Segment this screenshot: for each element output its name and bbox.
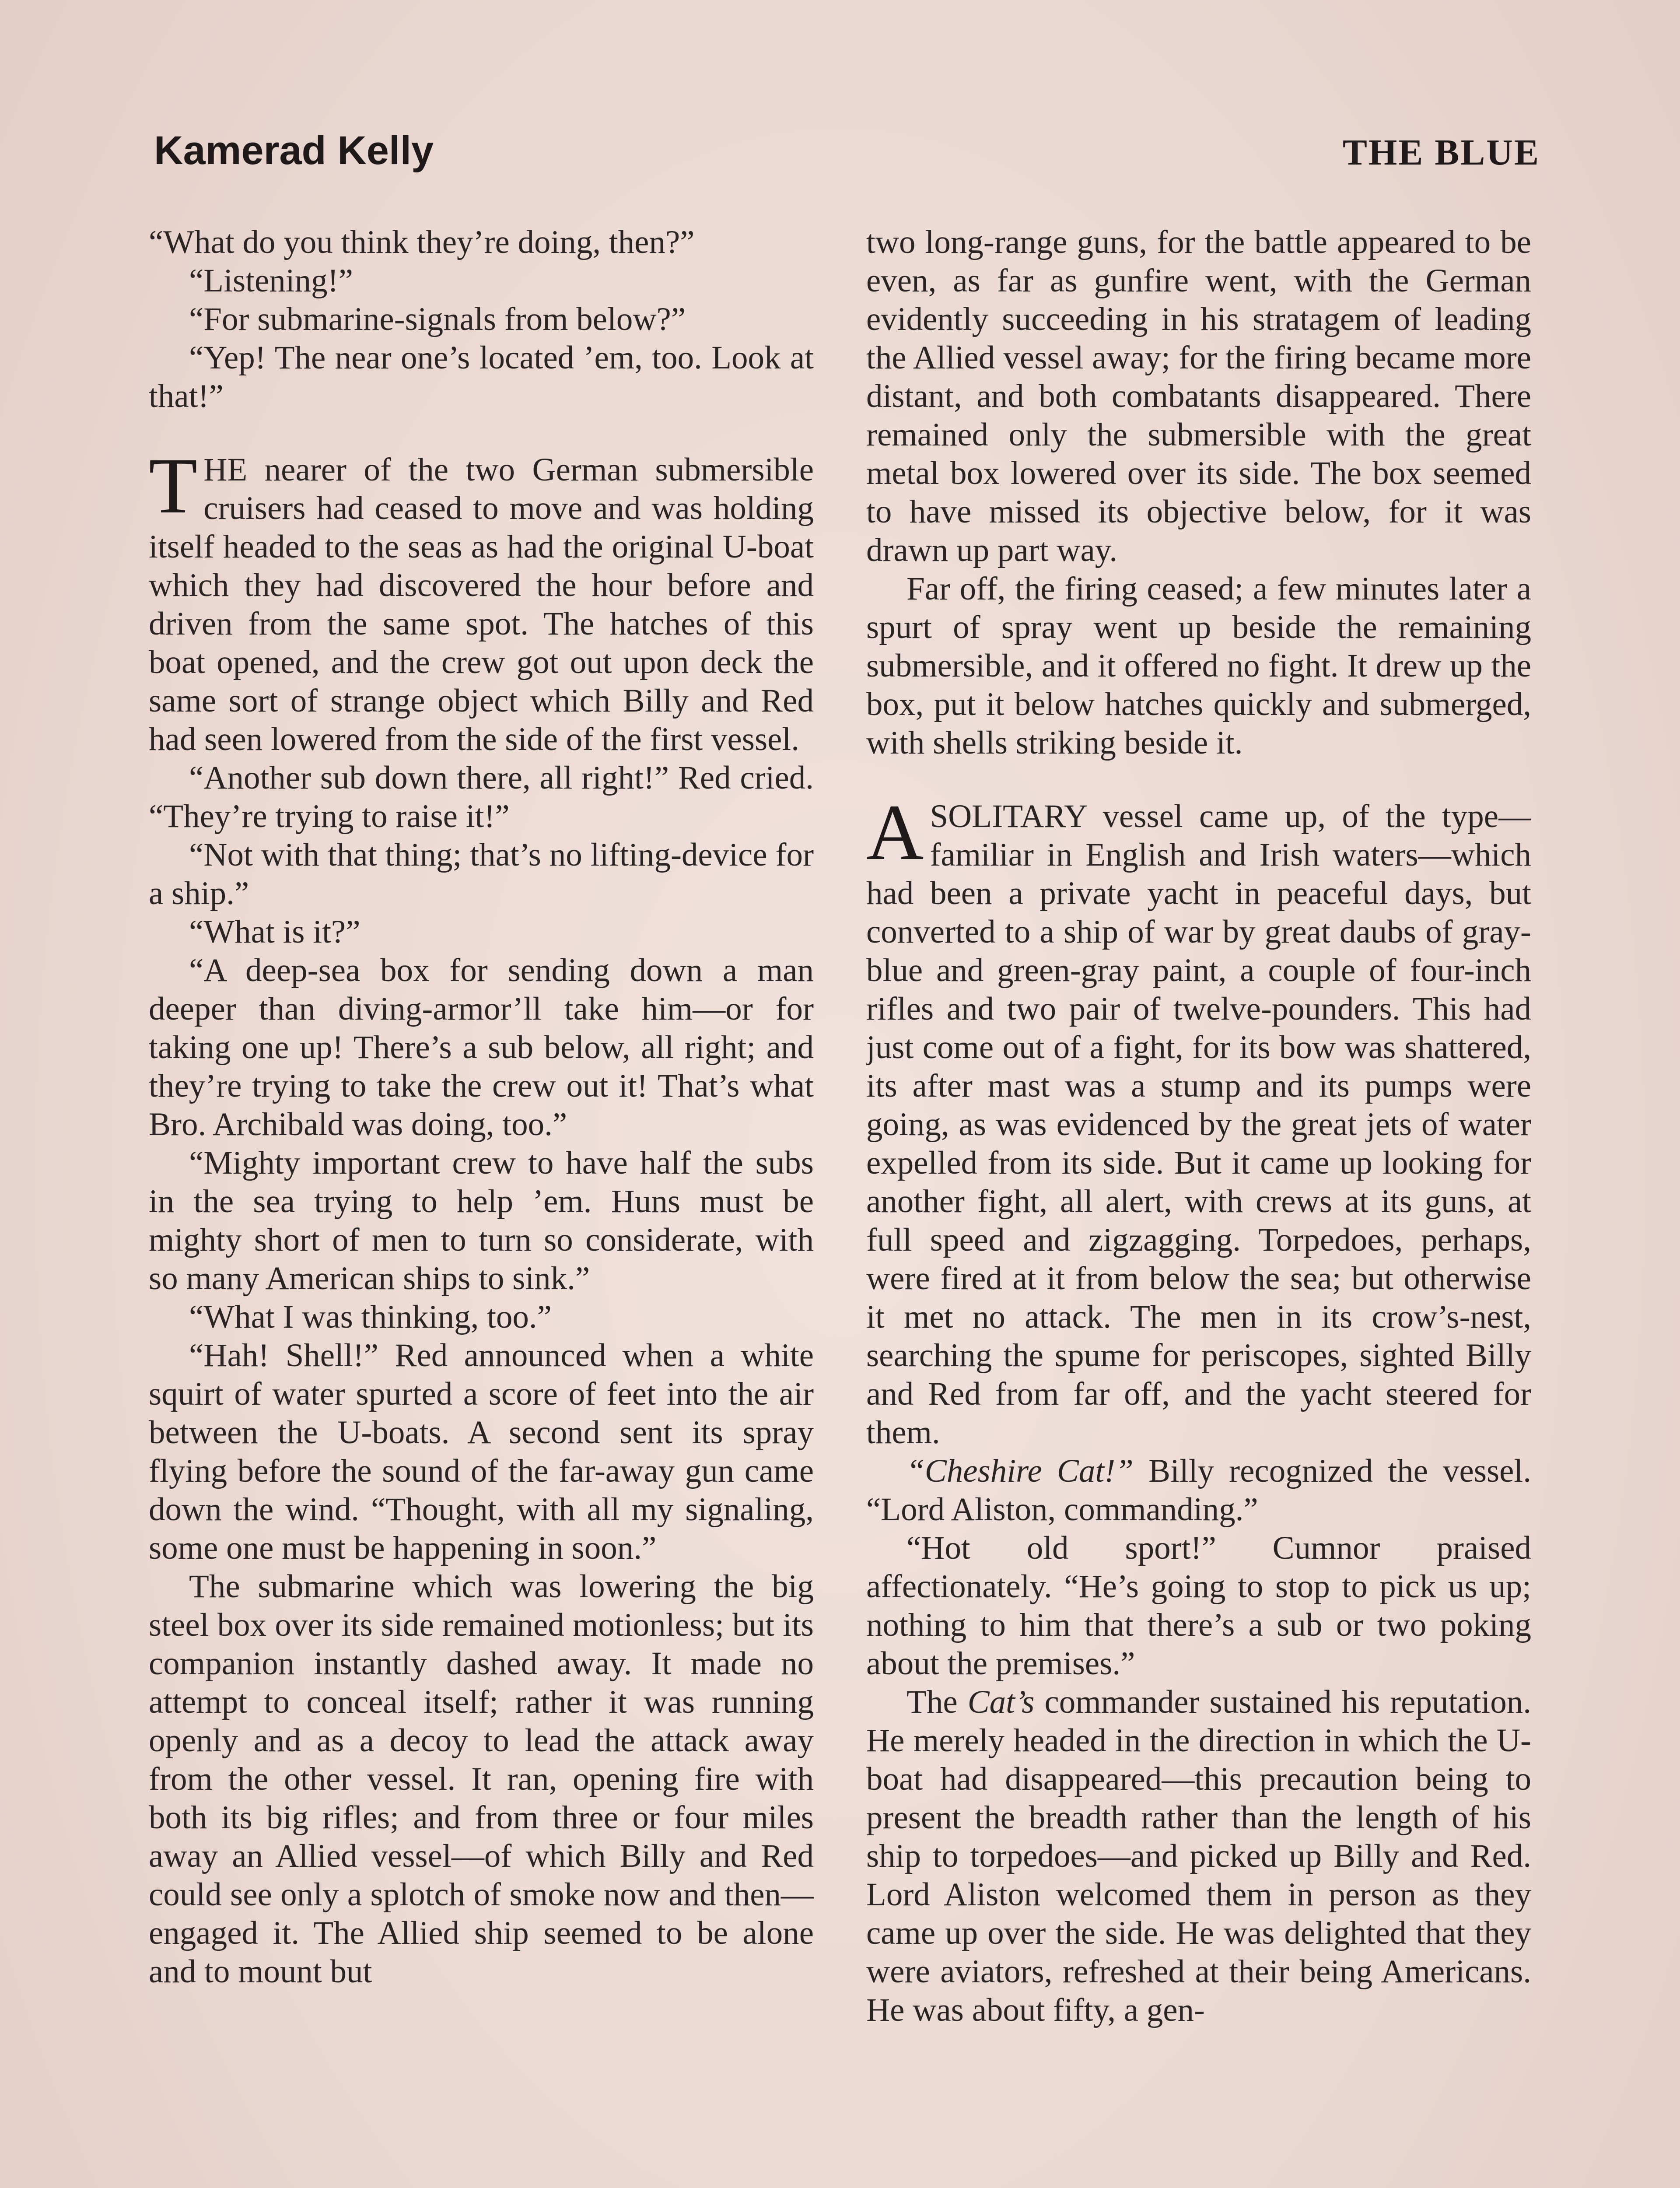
- paragraph-text: vessel came up, of the type—familiar in English and Irish waters—which had been a private yacht in peaceful days, but converted to a ship of war by great daubs of gray-blue and green-gray paint, a couple of four-inch rifles and two pair of twelve-pounders. This had just come out of a fight, for its bow was shattered, its after mast was a stump and its pumps were going, as was evidenced by the great jets of water expelled from its side. But it came up looking for another fight, all alert, with crews at its guns, at full speed and zigzagging. Torpedoes, perhaps, were fired at it from below the sea; but otherwise it met no attack. The men in its crow’s-nest, searching the spume for periscopes, sighted Billy and Red from far off, and the yacht steered for them.: [866, 798, 1531, 1451]
- paragraph: [866, 1683, 1531, 2030]
- section-opening-paragraph: [866, 789, 1531, 1452]
- paragraph-text: Billy recognized the vessel. “Lord Aliston, commanding.”: [866, 1453, 1531, 1528]
- paragraph-text: nearer of the two German submersible cruisers had ceased to move and was holding itself headed to the seas as had the original U-boat which they had discovered the hour before and driven from the same spot. The hatches of this boat opened, and the crew got out upon deck the same sort of strange object which Billy and Red had seen lowered from the side of the first vessel.: [149, 452, 814, 757]
- magazine-title: THE BLUE: [1342, 132, 1540, 173]
- paragraph: “Not with that thing; that’s no lifting-device for a ship.”: [149, 837, 814, 912]
- small-caps-lead: HE: [203, 452, 248, 488]
- paragraph: “Yep! The near one’s located ’em, too. Look at that!”: [149, 340, 814, 414]
- paragraph: “What is it?”: [189, 914, 360, 950]
- paragraph: “What do you think they’re doing, then?”: [149, 224, 695, 260]
- paragraph: “Hah! Shell!” Red announced when a white squirt of water spurted a score of feet into the air between the U-boats. A second sent its spray flying before the sound of the far-away gun came down the wind. “Thought, with all my signaling, some one must be happening in soon.”: [149, 1337, 814, 1566]
- section-opening-paragraph: [149, 442, 814, 759]
- paragraph: [866, 1452, 1531, 1529]
- paragraph: “What I was thinking, too.”: [189, 1299, 552, 1335]
- paragraph: “For submarine-signals from below?”: [189, 301, 686, 337]
- paragraph: “Another sub down there, all right!” Red cried. “They’re trying to raise it!”: [149, 760, 814, 835]
- ship-name-italic: “Cheshire Cat!”: [906, 1453, 1134, 1489]
- paragraph: “Mighty important crew to have half the subs in the sea trying to help ’em. Huns must be mighty short of men to turn so considerate, with so many American ships to sink.”: [149, 1145, 814, 1297]
- ship-name-italic: Cat’s: [967, 1684, 1035, 1720]
- story-title: Kamerad Kelly: [154, 128, 434, 173]
- paragraph: “Listening!”: [189, 263, 353, 299]
- left-column: [149, 223, 814, 2188]
- paragraph: “A deep-sea box for sending down a man deeper than diving-armor’ll take him—or for taking one up! There’s a sub below, all right; and they’re trying to take the crew out it! That’s what Bro. Archibald was doing, too.”: [149, 952, 814, 1143]
- paragraph-text: commander sustained his reputation. He merely headed in the direction in which the U-boat had disappeared—this precaution being to present the breadth rather than the length of his ship to torpedoes—and picked up Billy and Red. Lord Aliston welcomed them in person as they came up over the side. He was delighted that they were aviators, refreshed at their being Americans. He was about fifty, a gen-: [866, 1684, 1531, 2028]
- small-caps-lead: SOLITARY: [930, 798, 1087, 835]
- drop-cap: T: [149, 442, 198, 530]
- paragraph-prefix: The: [906, 1684, 958, 1720]
- right-column: [866, 223, 1531, 2188]
- paragraph: two long-range guns, for the battle appeared to be even, as far as gunfire went, with the German evidently succeeding in his stratagem of leading the Allied vessel away; for the firing became more distant, and both combatants disappeared. There remained only the submersible with the great metal box lowered over its side. The box seemed to have missed its objective below, for it was drawn up part way.: [866, 224, 1531, 568]
- drop-cap: A: [866, 789, 924, 877]
- paragraph: The submarine which was lowering the big steel box over its side remained motionless; but its companion instantly dashed away. It made no attempt to conceal itself; rather it was running openly and as a decoy to lead the attack away from the other vessel. It ran, opening fire with both its big rifles; and from three or four miles away an Allied vessel—of which Billy and Red could see only a splotch of smoke now and then—engaged it. The Allied ship seemed to be alone and to mount but: [149, 1568, 814, 1990]
- paragraph: Far off, the firing ceased; a few minutes later a spurt of spray went up beside the remaining submersible, and it offered no fight. It drew up the box, put it below hatches quickly and submerged, with shells striking beside it.: [866, 571, 1531, 761]
- paragraph: “Hot old sport!” Cumnor praised affectionately. “He’s going to stop to pick us up; nothing to him that there’s a sub or two poking about the premises.”: [866, 1530, 1531, 1682]
